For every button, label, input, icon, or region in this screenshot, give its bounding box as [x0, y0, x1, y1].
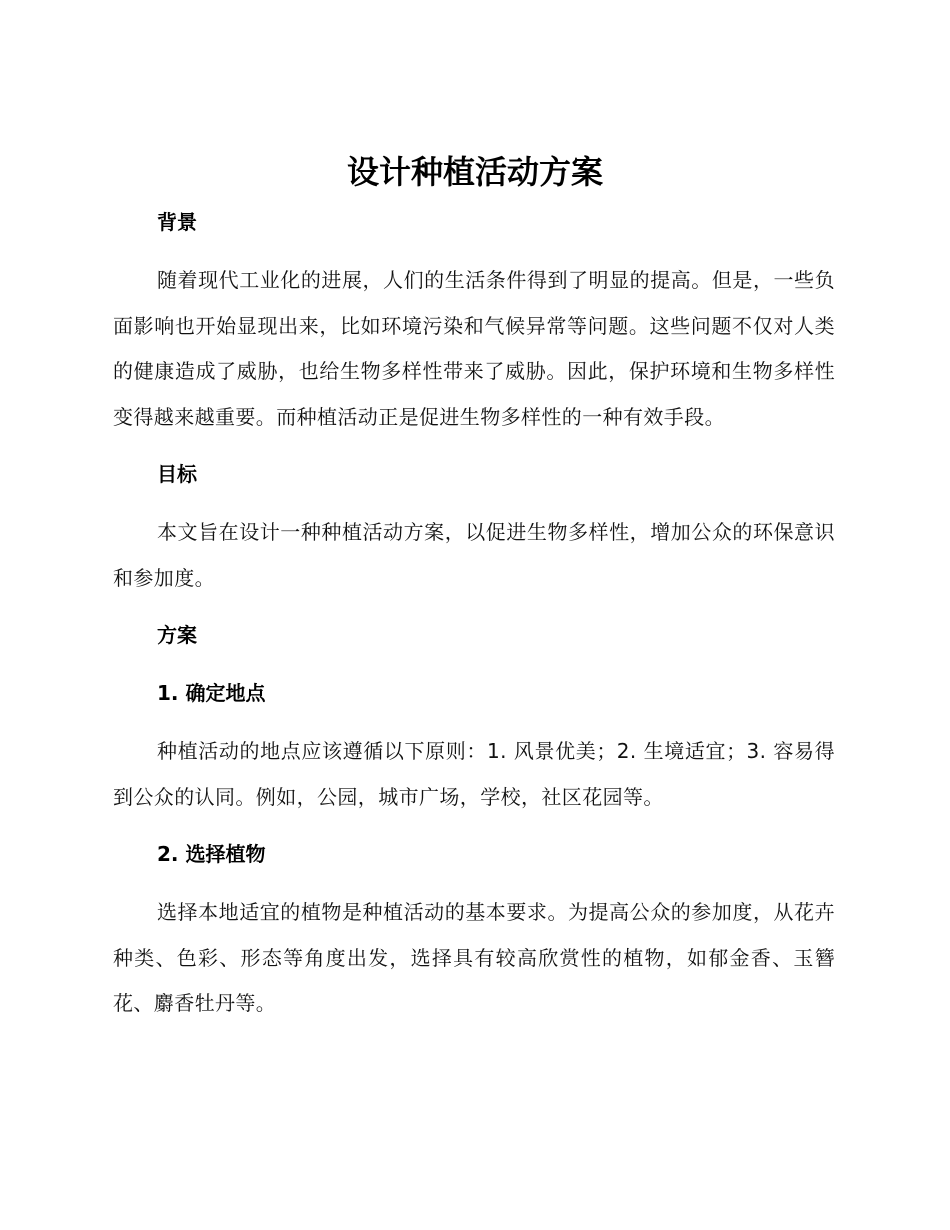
section-heading-plants: 2. 选择植物 [157, 842, 266, 866]
section-heading-background: 背景 [157, 210, 197, 234]
spacer [113, 820, 835, 832]
section-heading-location: 1. 确定地点 [157, 681, 266, 705]
section-heading-goal: 目标 [157, 462, 197, 486]
paragraph-background: 随着现代工业化的进展，人们的生活条件得到了明显的提高。但是，一些负面影响也开始显现出来，比如环境污染和气候异常等问题。这些问题不仅对人类的健康造成了威胁，也给生物多样性带来了威胁。因此，保护环境和生物多样性变得越来越重要。而种植活动正是促进生物多样性的一种有效手段。 [113, 268, 835, 429]
paragraph-plants: 选择本地适宜的植物是种植活动的基本要求。为提高公众的参加度，从花卉种类、色彩、形态等角度出发，选择具有较高欣赏性的植物，如郁金香、玉簪花、麝香牡丹等。 [113, 900, 835, 1015]
paragraph-goal: 本文旨在设计一种种植活动方案，以促进生物多样性，增加公众的环保意识和参加度。 [113, 520, 835, 590]
spacer [113, 496, 835, 510]
section-heading-plan: 方案 [157, 623, 197, 647]
spacer [113, 244, 835, 258]
spacer [113, 440, 835, 452]
spacer [113, 601, 835, 613]
document-title: 设计种植活动方案 [346, 153, 603, 191]
spacer [113, 657, 835, 671]
document-body [113, 200, 835, 1027]
spacer [113, 876, 835, 890]
spacer [113, 715, 835, 729]
paragraph-location: 种植活动的地点应该遵循以下原则：1. 风景优美；2. 生境适宜；3. 容易得到公众的认同。例如，公园，城市广场，学校，社区花园等。 [113, 739, 835, 809]
